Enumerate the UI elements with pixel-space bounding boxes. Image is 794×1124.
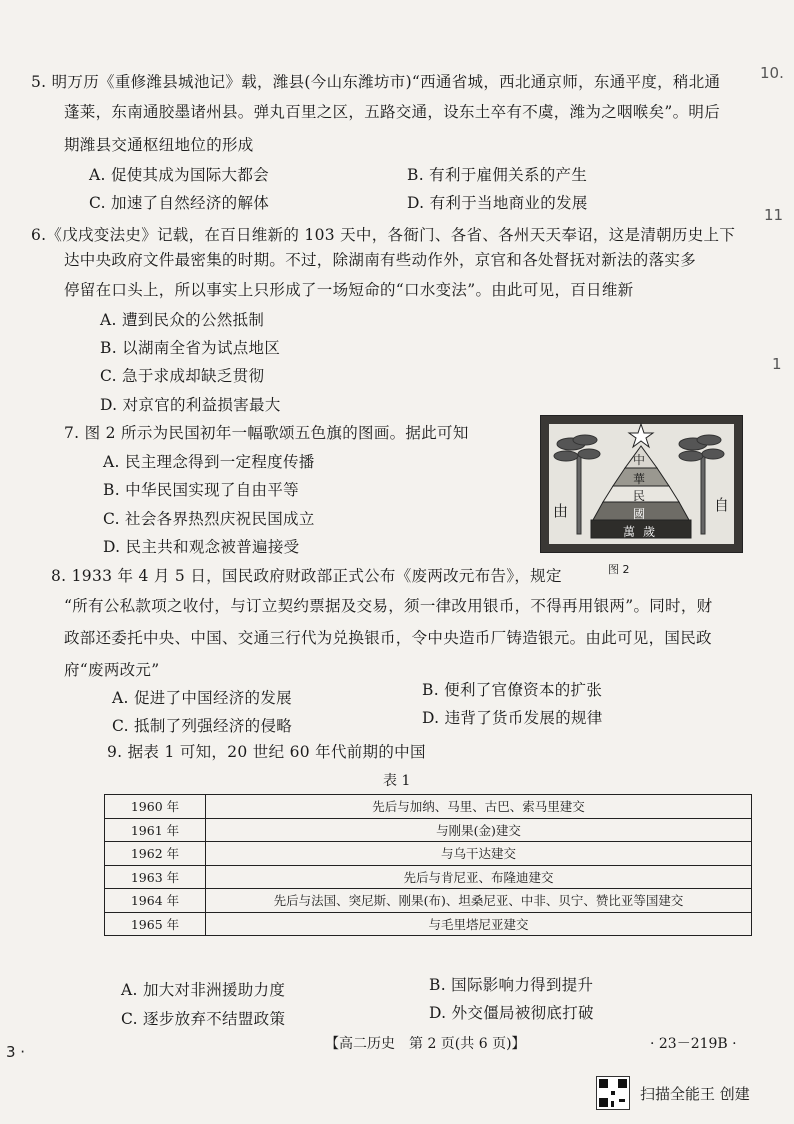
question-text: 9. 据表 1 可知，20 世纪 60 年代前期的中国 <box>107 743 426 761</box>
option-c[interactable]: C. 抵制了列强经济的侵略 <box>112 717 293 735</box>
table-1 <box>104 794 752 936</box>
question-text: 蓬莱，东南通胶墨诸州县。弹丸百里之区，五路交通，设东土卒有不虞，潍为之咽喉矣”。明后 <box>64 103 721 121</box>
option-b[interactable]: B. 有利于雇佣关系的产生 <box>407 166 588 184</box>
table-cell-event: 与乌干达建交 <box>206 842 752 866</box>
table-cell-event: 与刚果(金)建交 <box>206 818 752 842</box>
option-b[interactable]: B. 以湖南全省为试点地区 <box>100 339 281 357</box>
option-c[interactable]: C. 急于求成却缺乏贯彻 <box>100 367 265 385</box>
edge-mark-bottom-left: 3 · <box>6 1043 26 1061</box>
question-text: 达中央政府文件最密集的时期。不过，除湖南有些动作外，京官和各处督抚对新法的落实多 <box>64 251 697 269</box>
question-text: 停留在口头上，所以事实上只形成了一场短命的“口水变法”。由此可见，百日维新 <box>64 281 634 299</box>
question-text: “所有公私款项之收付，与订立契约票据及交易，须一律改用银币，不得再用银两”。同时，财 <box>64 597 713 615</box>
option-c[interactable]: C. 加速了自然经济的解体 <box>89 194 270 212</box>
option-b[interactable]: B. 便利了官僚资本的扩张 <box>422 681 603 699</box>
option-b[interactable]: B. 国际影响力得到提升 <box>429 976 594 994</box>
edge-mark-top: 10. <box>760 64 784 82</box>
table-row <box>105 842 752 866</box>
table-cell-year: 1961 年 <box>105 818 206 842</box>
page-footer: 【高二历史 第 2 页(共 6 页)】 <box>325 1036 526 1052</box>
option-c[interactable]: C. 逐步放弃不结盟政策 <box>121 1010 286 1028</box>
option-d[interactable]: D. 违背了货币发展的规律 <box>422 709 603 727</box>
pyramid-char: 國 <box>633 507 646 521</box>
option-d[interactable]: D. 民主共和观念被普遍接受 <box>103 538 300 556</box>
table-row <box>105 865 752 889</box>
table-row <box>105 912 752 936</box>
option-a[interactable]: A. 民主理念得到一定程度传播 <box>103 453 315 471</box>
pyramid-char: 中 <box>633 453 646 467</box>
option-c[interactable]: C. 社会各界热烈庆祝民国成立 <box>103 510 315 528</box>
figure-2-five-color-flag-picture <box>540 415 743 553</box>
table-title: 表 1 <box>383 773 411 789</box>
pyramid-char: 民 <box>633 489 646 503</box>
table-row <box>105 795 752 819</box>
edge-mark-low: 1 <box>772 355 782 373</box>
table-cell-year: 1962 年 <box>105 842 206 866</box>
table-cell-year: 1965 年 <box>105 912 206 936</box>
pyramid-char: 萬歲 <box>623 525 664 539</box>
question-text: 7. 图 2 所示为民国初年一幅歌颂五色旗的图画。据此可知 <box>64 424 469 442</box>
option-a[interactable]: A. 加大对非洲援助力度 <box>121 981 286 999</box>
option-d[interactable]: D. 有利于当地商业的发展 <box>407 194 588 212</box>
figure-caption: 图 2 <box>608 563 630 576</box>
scanner-watermark: 扫描全能王 创建 <box>640 1085 750 1103</box>
table-cell-year: 1963 年 <box>105 865 206 889</box>
option-a[interactable]: A. 遭到民众的公然抵制 <box>100 311 265 329</box>
table-cell-event: 先后与法国、突尼斯、刚果(布)、坦桑尼亚、中非、贝宁、赞比亚等国建交 <box>206 889 752 913</box>
table-cell-year: 1960 年 <box>105 795 206 819</box>
option-b[interactable]: B. 中华民国实现了自由平等 <box>103 481 299 499</box>
option-d[interactable]: D. 对京官的利益损害最大 <box>100 396 281 414</box>
question-text: 8. 1933 年 4 月 5 日，国民政府财政部正式公布《废两改元布告》，规定 <box>51 567 562 585</box>
paper-code: · 23－219B · <box>650 1036 737 1052</box>
table-cell-event: 与毛里塔尼亚建交 <box>206 912 752 936</box>
edge-mark-mid: 11 <box>764 206 784 224</box>
qr-code-icon <box>596 1076 630 1110</box>
table-row <box>105 818 752 842</box>
option-d[interactable]: D. 外交僵局被彻底打破 <box>429 1004 594 1022</box>
table-cell-event: 先后与加纳、马里、古巴、索马里建交 <box>206 795 752 819</box>
question-text: 府“废两改元” <box>64 661 160 679</box>
figure-left-char: 由 <box>553 502 569 520</box>
table-cell-event: 先后与肯尼亚、布隆迪建交 <box>206 865 752 889</box>
table-row <box>105 889 752 913</box>
pyramid-char: 華 <box>633 472 646 486</box>
question-text: 5. 明万历《重修潍县城池记》载，潍县(今山东潍坊市)“西通省城，西北通京师，东通平度，稍北通 <box>31 73 721 91</box>
question-text: 期潍县交通枢纽地位的形成 <box>64 136 254 154</box>
option-a[interactable]: A. 促使其成为国际大都会 <box>89 166 269 184</box>
table-cell-year: 1964 年 <box>105 889 206 913</box>
option-a[interactable]: A. 促进了中国经济的发展 <box>112 689 292 707</box>
question-text: 政部还委托中央、中国、交通三行代为兑换银币，令中央造币厂铸造银元。由此可见，国民政 <box>64 629 712 647</box>
figure-right-char: 自 <box>714 496 730 514</box>
question-text: 6.《戊戌变法史》记载，在百日维新的 103 天中，各衙门、各省、各州天天奉诏，这是清朝历史上下 <box>31 226 736 244</box>
